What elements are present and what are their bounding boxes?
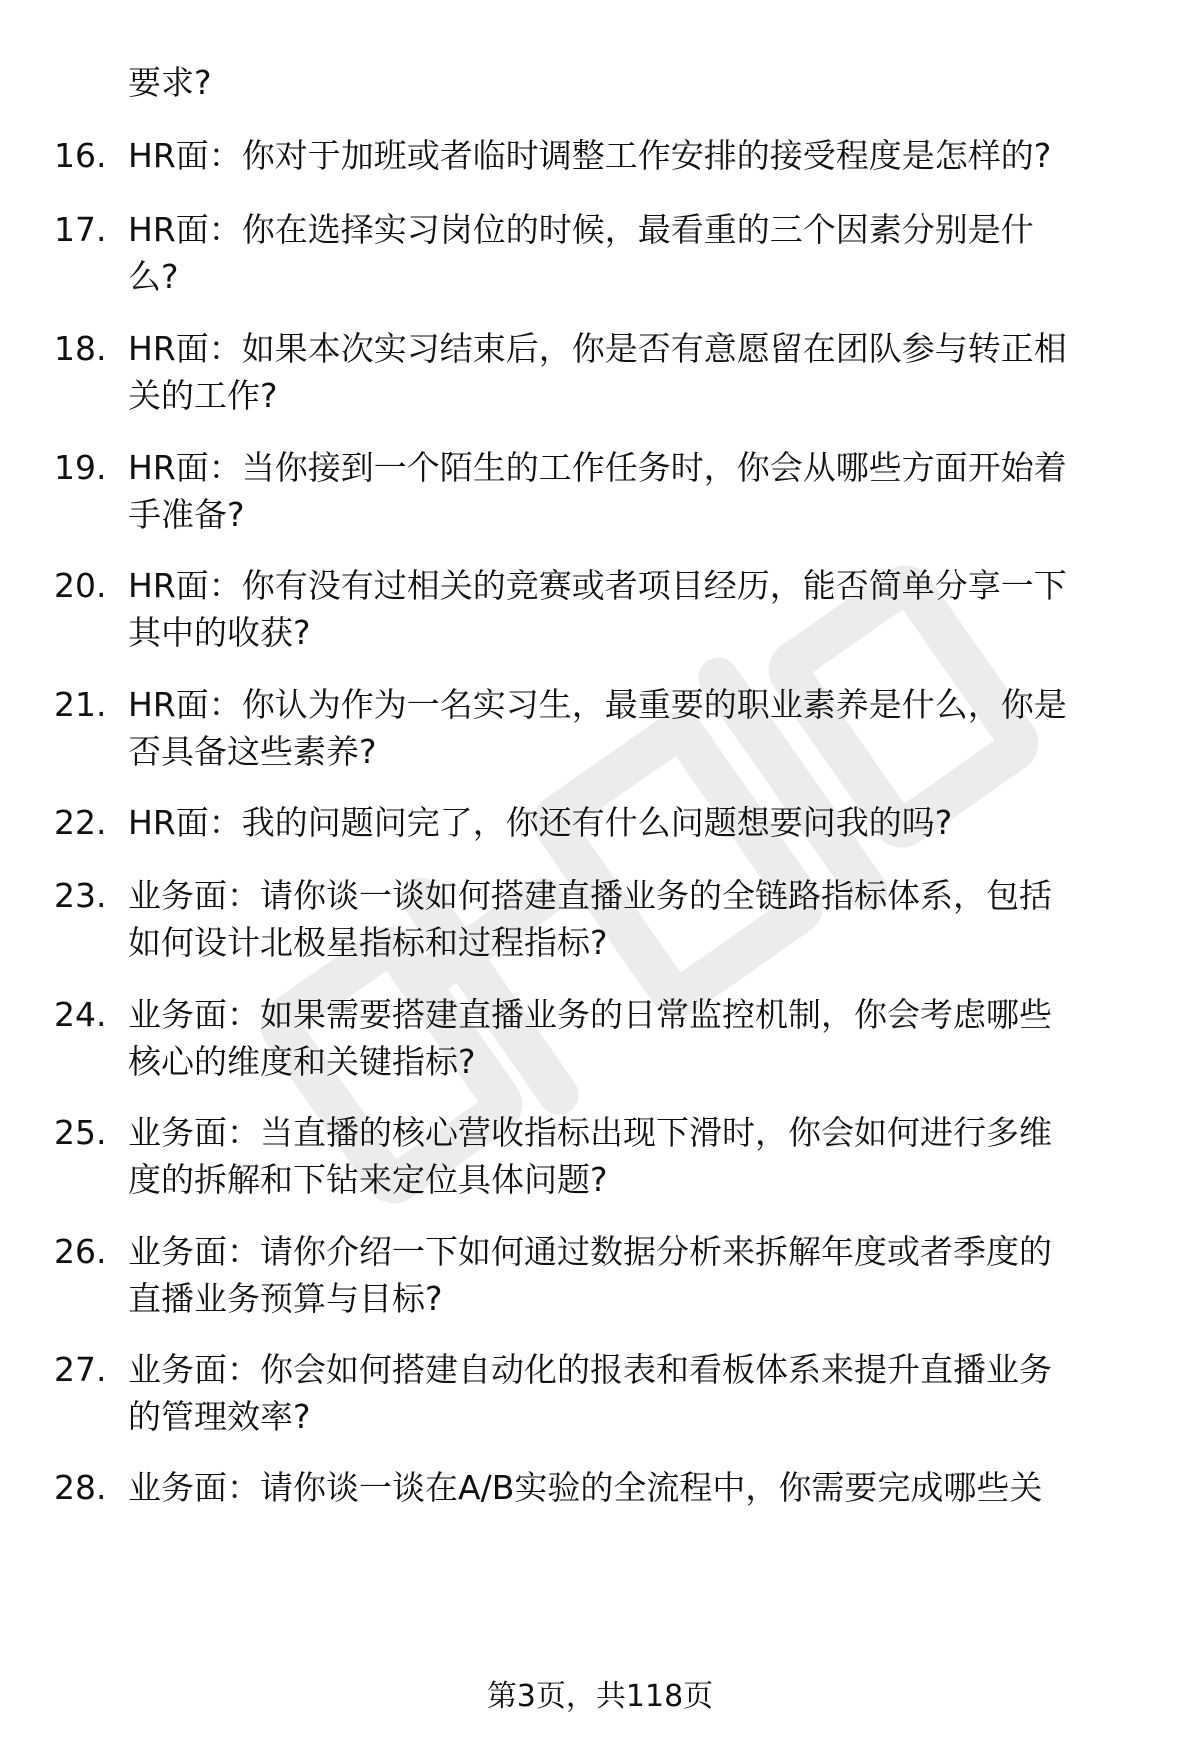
item-text-line: HR面：当你接到一个陌生的工作任务时，你会从哪些方面开始着 — [128, 448, 1067, 487]
item-number: 23. — [54, 876, 107, 915]
item-text-line: 业务面：你会如何搭建自动化的报表和看板体系来提升直播业务 — [128, 1350, 1052, 1389]
item-number: 28. — [54, 1468, 107, 1507]
item-text-line: 否具备这些素养? — [128, 732, 377, 771]
item-number: 19. — [54, 448, 107, 487]
item-text-line: HR面：你在选择实习岗位的时候，最看重的三个因素分别是什 — [128, 210, 1034, 249]
item-text-line: 关的工作? — [128, 376, 278, 415]
item-text-line: 业务面：请你介绍一下如何通过数据分析来拆解年度或者季度的 — [128, 1232, 1052, 1271]
item-number: 17. — [54, 210, 107, 249]
item-text-line: 业务面：当直播的核心营收指标出现下滑时，你会如何进行多维 — [128, 1113, 1052, 1152]
item-text-line: 业务面：请你谈一谈如何搭建直播业务的全链路指标体系，包括 — [128, 876, 1052, 915]
item-text-line: 业务面：请你谈一谈在A/B实验的全流程中，你需要完成哪些关 — [128, 1468, 1043, 1507]
item-number: 26. — [54, 1232, 107, 1271]
item-text-line: 业务面：如果需要搭建直播业务的日常监控机制，你会考虑哪些 — [128, 995, 1052, 1034]
item-text-line: 度的拆解和下钻来定位具体问题? — [128, 1160, 608, 1199]
item-number: 20. — [54, 566, 107, 605]
item-number: 16. — [54, 136, 107, 175]
item-text-line: 其中的收获? — [128, 613, 311, 652]
item-number: 27. — [54, 1350, 107, 1389]
item-text-line: 手准备? — [128, 495, 245, 534]
item-text-line: 要求? — [128, 63, 212, 102]
item-text-line: 么? — [128, 257, 179, 296]
item-text-line: HR面：你认为作为一名实习生，最重要的职业素养是什么，你是 — [128, 685, 1067, 724]
item-number: 21. — [54, 685, 107, 724]
item-number: 24. — [54, 995, 107, 1034]
item-number: 22. — [54, 803, 107, 842]
item-text-line: 直播业务预算与目标? — [128, 1279, 443, 1318]
item-number: 18. — [54, 329, 107, 368]
item-text-line: 的管理效率? — [128, 1397, 311, 1436]
item-text-line: 核心的维度和关键指标? — [128, 1042, 476, 1081]
item-text-line: HR面：我的问题问完了，你还有什么问题想要问我的吗? — [128, 803, 953, 842]
item-text-line: HR面：你有没有过相关的竞赛或者项目经历，能否简单分享一下 — [128, 566, 1067, 605]
item-text-line: HR面：如果本次实习结束后，你是否有意愿留在团队参与转正相 — [128, 329, 1067, 368]
page-footer: 第3页，共118页 — [486, 1679, 714, 1714]
item-text-line: 如何设计北极星指标和过程指标? — [128, 923, 608, 962]
item-text-line: HR面：你对于加班或者临时调整工作安排的接受程度是怎样的? — [128, 136, 1052, 175]
item-number: 25. — [54, 1113, 107, 1152]
